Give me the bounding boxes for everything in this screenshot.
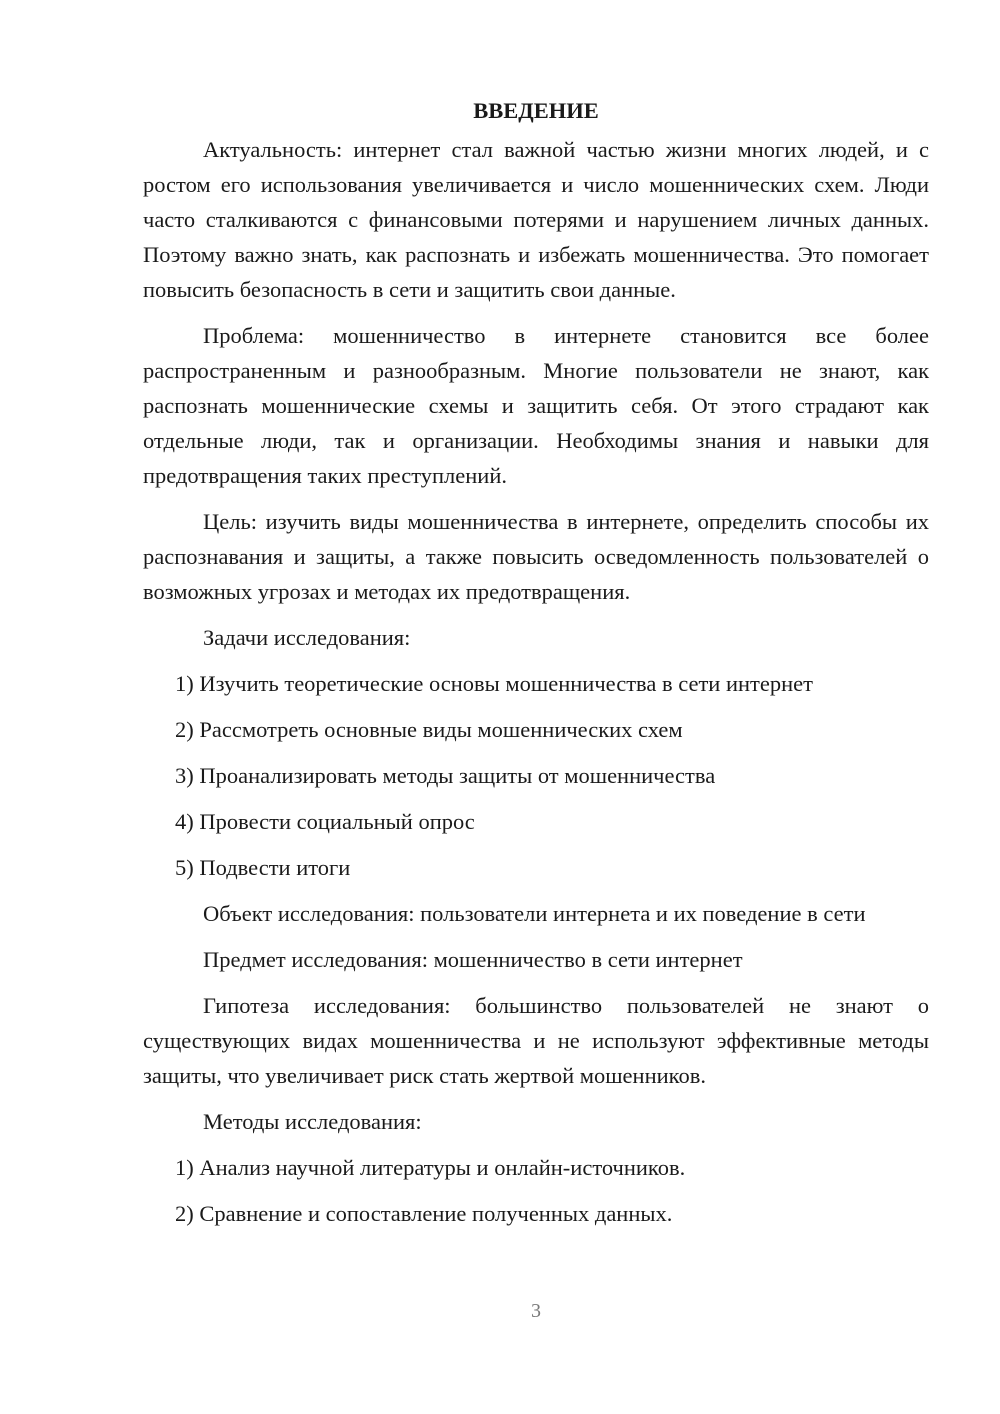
section-title: ВВЕДЕНИЕ xyxy=(473,98,599,123)
task-item: 4) Провести социальный опрос xyxy=(175,809,475,834)
method-item: 2) Сравнение и сопоставление полученных данных. xyxy=(175,1201,673,1226)
relevance-paragraph: Актуальность: интернет стал важной частью жизни многих людей, и с ростом его использования увеличивается и число мошеннических схем. Люди часто сталкиваются с финансовыми потерями и нарушением личных данных. Поэтому важно знать, как распознать и избежать мошенничества. Это помогает повысить безопасность в сети и защитить свои данные. xyxy=(143,137,929,302)
task-item: 5) Подвести итоги xyxy=(175,855,351,880)
page-number: 3 xyxy=(531,1300,541,1322)
goal-paragraph: Цель: изучить виды мошенничества в интернете, определить способы их распознавания и защиты, а также повысить осведомленность пользователей о возможных угрозах и методах их предотвращения. xyxy=(143,509,929,604)
object-paragraph: Объект исследования: пользователи интернета и их поведение в сети xyxy=(203,901,866,926)
task-item: 1) Изучить теоретические основы мошенничества в сети интернет xyxy=(175,671,813,696)
problem-paragraph: Проблема: мошенничество в интернете становится все более распространенным и разнообразным. Многие пользователи не знают, как распознать мошеннические схемы и защитить себя. От этого страдают как отдельные люди, так и организации. Необходимы знания и навыки для предотвращения таких преступлений. xyxy=(143,323,929,488)
method-item: 1) Анализ научной литературы и онлайн-источников. xyxy=(175,1155,686,1180)
hypothesis-paragraph: Гипотеза исследования: большинство пользователей не знают о существующих видах мошенничества и не используют эффективные методы защиты, что увеличивает риск стать жертвой мошенников. xyxy=(143,993,929,1088)
tasks-heading: Задачи исследования: xyxy=(203,625,411,650)
task-item: 2) Рассмотреть основные виды мошеннических схем xyxy=(175,717,683,742)
task-item: 3) Проанализировать методы защиты от мошенничества xyxy=(175,763,716,788)
subject-paragraph: Предмет исследования: мошенничество в сети интернет xyxy=(203,947,743,972)
page-content xyxy=(143,93,929,1242)
methods-heading: Методы исследования: xyxy=(203,1109,422,1134)
